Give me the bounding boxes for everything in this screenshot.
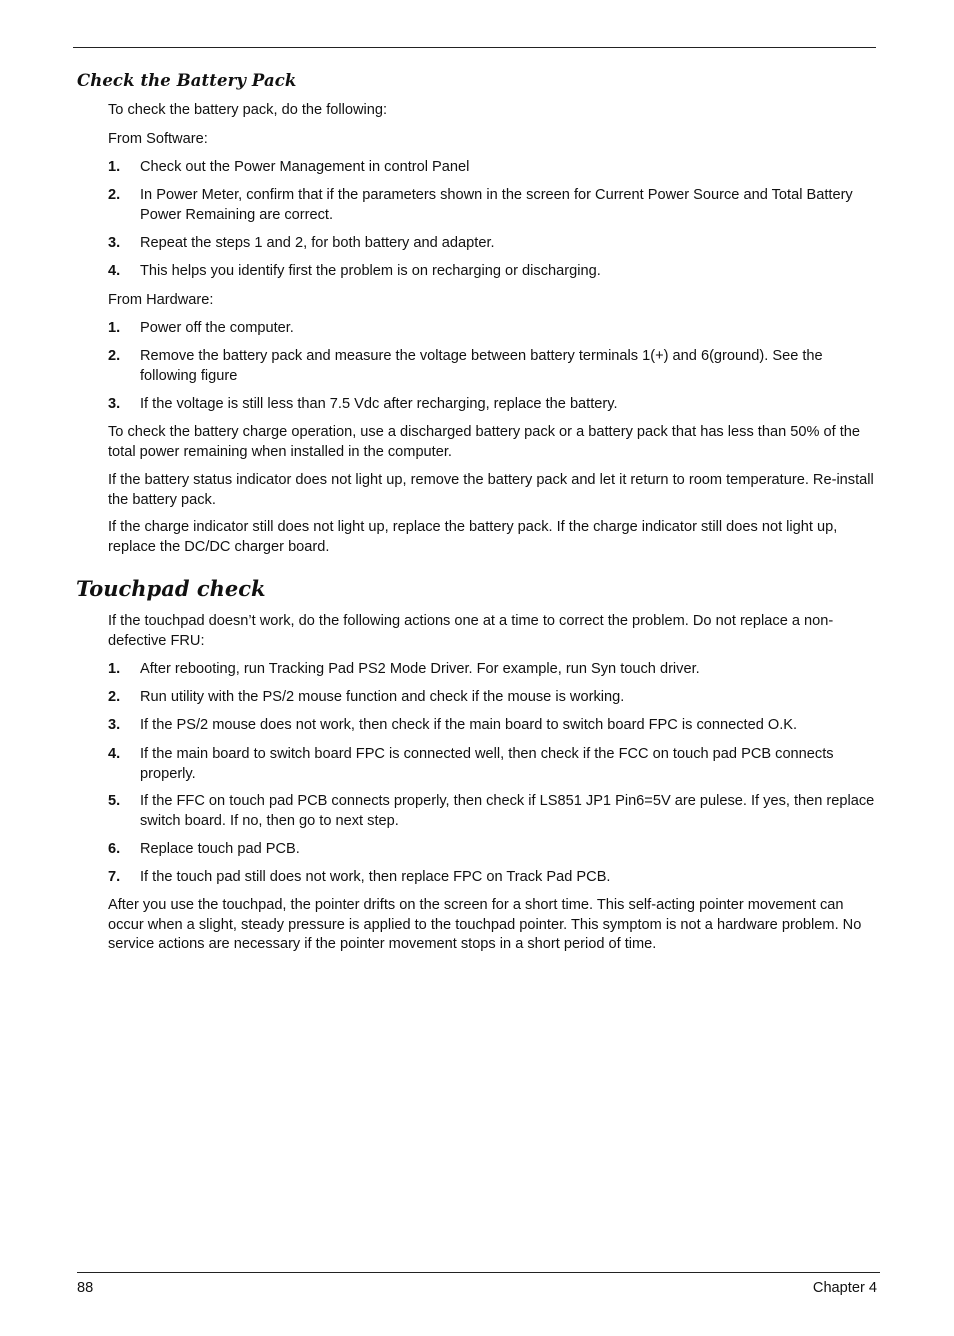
footer-rule — [77, 1272, 880, 1273]
step-number: 4. — [108, 263, 121, 279]
hardware-step — [108, 319, 880, 339]
touchpad-closing: After you use the touchpad, the pointer drifts on the screen for a short time. This self-acting pointer movement can occur when a slight, steady pressure is applied to the touchpad pointer. This symptom is not a hardware problem. No service actions are necessary if the pointer movement stops in a short period of time. — [108, 897, 862, 953]
step-number: 1. — [108, 159, 121, 175]
battery-section-heading: Check the Battery Pack — [77, 71, 297, 90]
touchpad-section-heading: Touchpad check — [76, 576, 266, 601]
step-number: 1. — [108, 661, 121, 677]
touchpad-step — [108, 868, 880, 888]
step-number: 5. — [108, 793, 121, 809]
software-step — [108, 262, 880, 282]
step-text: If the voltage is still less than 7.5 Vdc after recharging, replace the battery. — [140, 396, 618, 412]
step-number: 6. — [108, 841, 121, 857]
step-text: If the touch pad still does not work, then replace FPC on Track Pad PCB. — [140, 869, 611, 885]
touchpad-step — [108, 716, 880, 736]
touchpad-step — [108, 792, 880, 831]
step-text: Check out the Power Management in control Panel — [140, 159, 470, 175]
hardware-step — [108, 347, 880, 386]
touchpad-step — [108, 688, 880, 708]
hardware-step — [108, 395, 880, 415]
step-number: 7. — [108, 869, 121, 885]
software-step — [108, 158, 880, 178]
hardware-label: From Hardware: — [108, 292, 214, 308]
touchpad-step — [108, 660, 880, 680]
touchpad-step — [108, 840, 880, 860]
step-text: If the FFC on touch pad PCB connects properly, then check if LS851 JP1 Pin6=5V are pulese. If yes, then replace switch board. If no, then go to next step. — [140, 793, 875, 829]
step-text: If the main board to switch board FPC is connected well, then check if the FCC on touch pad PCB connects properly. — [140, 746, 834, 782]
step-text: Run utility with the PS/2 mouse function and check if the mouse is working. — [140, 689, 625, 705]
step-text: If the PS/2 mouse does not work, then check if the main board to switch board FPC is connected O.K. — [140, 717, 798, 733]
step-text: Replace touch pad PCB. — [140, 841, 300, 857]
step-text: In Power Meter, confirm that if the parameters shown in the screen for Current Power Source and Total Battery Power Remaining are correct. — [140, 187, 853, 223]
chapter-label: Chapter 4 — [812, 1280, 877, 1296]
step-number: 2. — [108, 689, 121, 705]
step-number: 2. — [108, 187, 121, 203]
software-step — [108, 234, 880, 254]
touchpad-intro: If the touchpad doesn’t work, do the following actions one at a time to correct the problem. Do not replace a non-defective FRU: — [108, 613, 834, 649]
step-number: 1. — [108, 320, 121, 336]
step-text: Power off the computer. — [140, 320, 294, 336]
step-text: This helps you identify first the problem is on recharging or discharging. — [140, 263, 601, 279]
step-text: After rebooting, run Tracking Pad PS2 Mode Driver. For example, run Syn touch driver. — [140, 661, 700, 677]
header-rule — [73, 47, 876, 48]
step-text: Remove the battery pack and measure the voltage between battery terminals 1(+) and 6(ground). See the following figure — [140, 348, 823, 384]
body-paragraph: If the charge indicator still does not light up, replace the battery pack. If the charge indicator still does not light up, replace the DC/DC charger board. — [108, 519, 838, 555]
step-number: 3. — [108, 717, 121, 733]
page-number: 88 — [77, 1280, 94, 1296]
body-paragraph: To check the battery charge operation, use a discharged battery pack or a battery pack that has less than 50% of the total power remaining when installed in the computer. — [108, 424, 861, 460]
software-step — [108, 186, 880, 225]
battery-intro: To check the battery pack, do the following: — [108, 102, 388, 118]
step-number: 2. — [108, 348, 121, 364]
software-label: From Software: — [108, 131, 208, 147]
touchpad-step — [108, 745, 880, 784]
body-paragraph: If the battery status indicator does not light up, remove the battery pack and let it return to room temperature. Re-install the battery pack. — [108, 472, 874, 508]
step-number: 4. — [108, 746, 121, 762]
step-number: 3. — [108, 396, 121, 412]
step-text: Repeat the steps 1 and 2, for both battery and adapter. — [140, 235, 495, 251]
step-number: 3. — [108, 235, 121, 251]
